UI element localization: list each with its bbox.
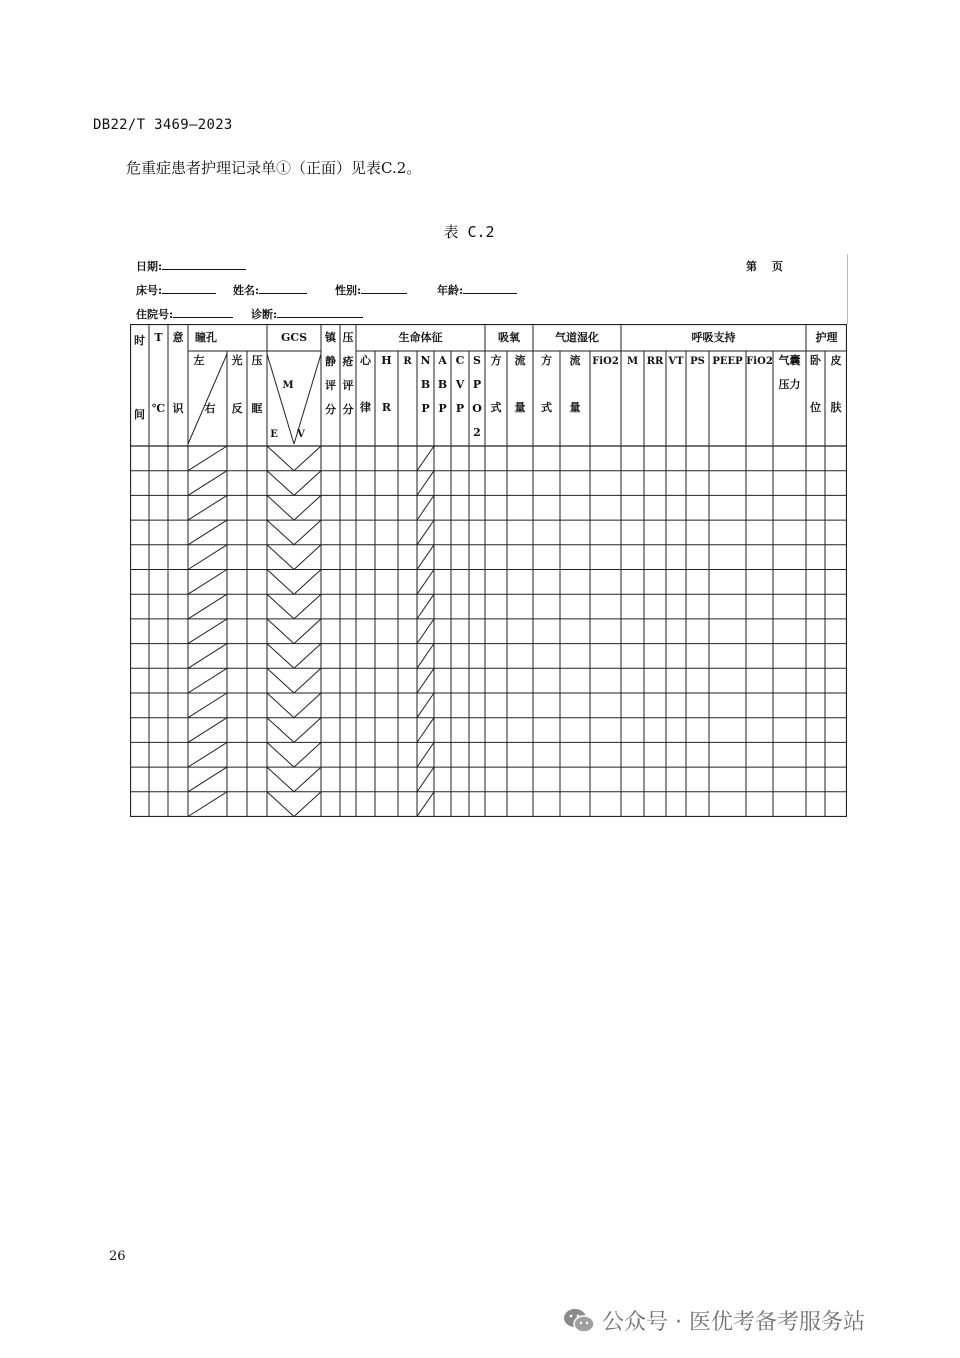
col-header-humid-flow: 流 bbox=[569, 354, 581, 367]
watermark bbox=[562, 1305, 865, 1336]
group-header-1: GCS bbox=[280, 331, 308, 344]
col-header-sedation-score: 分 bbox=[325, 403, 336, 416]
pupil-row-diagonal bbox=[188, 619, 227, 644]
col-header-hr: H bbox=[381, 354, 392, 367]
col-header-cuff-pressure: 气囊 bbox=[778, 354, 801, 367]
gcs-row-diagonal bbox=[294, 545, 321, 570]
col-header-resp: R bbox=[403, 356, 412, 367]
admission-blank bbox=[173, 306, 233, 318]
gcs-row-diagonal bbox=[294, 718, 321, 743]
col-header-hr: R bbox=[381, 401, 392, 414]
gcs-row-diagonal bbox=[294, 767, 321, 792]
pupil-row-diagonal bbox=[188, 668, 227, 693]
pupil-row-diagonal bbox=[188, 545, 227, 570]
col-header-pupil-left: 左 bbox=[193, 354, 205, 367]
date-field bbox=[136, 258, 246, 274]
group-header-5: 呼吸支持 bbox=[691, 331, 736, 344]
col-header-pressure-score: 疮 bbox=[342, 355, 354, 368]
col-header-abp: A bbox=[438, 354, 447, 367]
nbp-row-diagonal bbox=[417, 446, 434, 471]
col-header-vent-mode: M bbox=[626, 356, 639, 367]
gcs-row-diagonal bbox=[294, 570, 321, 595]
sex-label: 性别: bbox=[335, 284, 362, 297]
name-blank bbox=[259, 282, 307, 294]
gcs-row-diagonal bbox=[294, 792, 321, 817]
col-header-position: 卧 bbox=[810, 354, 821, 367]
col-header-spo2: O bbox=[472, 402, 482, 415]
col-header-humid-mode: 式 bbox=[541, 401, 552, 414]
col-header-o2-flow: 量 bbox=[514, 401, 526, 414]
nbp-row-diagonal bbox=[417, 767, 434, 792]
gcs-row-diagonal bbox=[294, 594, 321, 619]
pupil-row-diagonal bbox=[188, 718, 227, 743]
page-number: 26 bbox=[109, 1249, 126, 1264]
col-header-spo2: S bbox=[473, 354, 481, 367]
col-header-humid-fio2: FiO2 bbox=[592, 356, 619, 367]
age-label: 年龄: bbox=[437, 284, 464, 297]
pupil-row-diagonal bbox=[188, 644, 227, 669]
col-header-humid-mode: 方 bbox=[541, 354, 552, 367]
pupil-row-diagonal bbox=[188, 792, 227, 817]
nursing-record-table bbox=[130, 324, 847, 817]
col-header-abp: P bbox=[438, 402, 447, 415]
record-table-grid bbox=[130, 324, 847, 817]
col-header-heart-rhythm: 心 bbox=[360, 354, 371, 367]
diagnosis-field bbox=[251, 306, 363, 322]
gcs-row-diagonal bbox=[267, 767, 294, 792]
col-header-orbital: 眶 bbox=[251, 402, 263, 415]
col-header-gcs-e: E bbox=[270, 429, 278, 440]
pupil-row-diagonal bbox=[188, 520, 227, 545]
bed-field bbox=[136, 282, 216, 298]
pupil-row-diagonal bbox=[188, 742, 227, 767]
col-header-light-reflex: 光 bbox=[231, 354, 243, 367]
admission-field bbox=[136, 306, 233, 322]
gcs-row-diagonal bbox=[294, 520, 321, 545]
col-header-vent-ps: PS bbox=[690, 356, 705, 367]
gcs-row-diagonal bbox=[294, 495, 321, 520]
col-header-pressure-score: 评 bbox=[342, 379, 354, 392]
col-header-vent-rr: RR bbox=[646, 356, 664, 367]
gcs-row-diagonal bbox=[267, 668, 294, 693]
gcs-row-diagonal bbox=[267, 619, 294, 644]
gcs-row-diagonal bbox=[267, 594, 294, 619]
col-header-spo2: 2 bbox=[473, 426, 481, 439]
name-field bbox=[233, 282, 307, 298]
pupil-row-diagonal bbox=[188, 693, 227, 718]
sex-blank bbox=[361, 282, 407, 294]
col-header-gcs-m: M bbox=[282, 380, 294, 391]
col-header-light-reflex: 反 bbox=[231, 402, 243, 415]
col-header-position: 位 bbox=[810, 401, 821, 414]
col-header-cvp: P bbox=[455, 402, 465, 415]
pupil-header-diagonal bbox=[188, 354, 227, 444]
table-caption: 表 C.2 bbox=[443, 223, 495, 241]
col-header-nbp: N bbox=[420, 354, 431, 367]
group-header-4: 气道湿化 bbox=[555, 331, 599, 344]
gcs-row-diagonal bbox=[267, 495, 294, 520]
gcs-row-diagonal bbox=[267, 742, 294, 767]
col-header-o2-flow: 流 bbox=[514, 354, 526, 367]
nbp-row-diagonal bbox=[417, 644, 434, 669]
form-header bbox=[130, 254, 848, 324]
gcs-row-diagonal bbox=[267, 446, 294, 471]
col-header-abp: B bbox=[437, 378, 448, 391]
gcs-row-diagonal bbox=[294, 619, 321, 644]
nbp-row-diagonal bbox=[417, 742, 434, 767]
nbp-row-diagonal bbox=[417, 594, 434, 619]
col-header-cuff-pressure: 压力 bbox=[778, 378, 801, 391]
col-header-orbital: 压 bbox=[251, 354, 263, 367]
watermark-text: 公众号 · 医优考备考服务站 bbox=[602, 1310, 865, 1335]
nbp-row-diagonal bbox=[417, 495, 434, 520]
page-field: 第 页 bbox=[746, 260, 783, 273]
pupil-row-diagonal bbox=[188, 446, 227, 471]
col-header-temp: T bbox=[154, 331, 163, 344]
bed-label: 床号: bbox=[136, 284, 163, 297]
col-header-o2-mode: 式 bbox=[490, 401, 502, 414]
col-header-pressure-score: 分 bbox=[342, 403, 354, 416]
pupil-row-diagonal bbox=[188, 495, 227, 520]
group-header-2: 生命体征 bbox=[398, 331, 443, 344]
col-header-heart-rhythm: 律 bbox=[360, 401, 371, 414]
col-header-vent-vt: VT bbox=[668, 356, 684, 367]
gcs-row-diagonal bbox=[267, 471, 294, 496]
name-label: 姓名: bbox=[233, 284, 260, 297]
admission-label: 住院号: bbox=[136, 308, 174, 321]
col-header-humid-flow: 量 bbox=[569, 401, 581, 414]
col-header-time: 间 bbox=[134, 408, 145, 421]
col-header-pupil-right: 右 bbox=[204, 402, 216, 415]
col-header-consciousness: 识 bbox=[172, 402, 184, 415]
col-header-sedation-score: 镇 bbox=[325, 331, 336, 344]
nbp-row-diagonal bbox=[417, 471, 434, 496]
nbp-row-diagonal bbox=[417, 792, 434, 817]
standard-code: DB22/T 3469—2023 bbox=[93, 117, 233, 133]
intro-text: 危重症患者护理记录单①（正面）见表C.2。 bbox=[126, 159, 422, 177]
nbp-row-diagonal bbox=[417, 668, 434, 693]
nbp-row-diagonal bbox=[417, 693, 434, 718]
col-header-sedation-score: 评 bbox=[325, 379, 336, 392]
gcs-row-diagonal bbox=[267, 693, 294, 718]
nbp-row-diagonal bbox=[417, 619, 434, 644]
gcs-row-diagonal bbox=[267, 545, 294, 570]
sex-field bbox=[335, 282, 407, 298]
pupil-row-diagonal bbox=[188, 570, 227, 595]
bed-blank bbox=[162, 282, 216, 294]
col-header-vent-peep: PEEP bbox=[712, 356, 743, 367]
nbp-row-diagonal bbox=[417, 545, 434, 570]
nbp-row-diagonal bbox=[417, 520, 434, 545]
group-header-0: 瞳孔 bbox=[195, 331, 217, 344]
col-header-skin: 皮 bbox=[830, 354, 842, 367]
col-header-time: 时 bbox=[134, 334, 145, 347]
col-header-cvp: V bbox=[455, 378, 465, 391]
col-header-spo2: P bbox=[472, 378, 482, 391]
col-header-nbp: P bbox=[421, 402, 430, 415]
age-field bbox=[437, 282, 517, 298]
col-header-cvp: C bbox=[455, 354, 465, 367]
group-header-3: 吸氧 bbox=[498, 331, 520, 344]
col-header-pressure-score: 压 bbox=[342, 331, 354, 344]
col-header-vent-fio2: FiO2 bbox=[746, 356, 773, 367]
wechat-icon bbox=[562, 1307, 596, 1335]
col-header-nbp: B bbox=[420, 378, 431, 391]
gcs-row-diagonal bbox=[294, 668, 321, 693]
nbp-row-diagonal bbox=[417, 718, 434, 743]
gcs-row-diagonal bbox=[294, 644, 321, 669]
age-blank bbox=[463, 282, 517, 294]
col-header-gcs-v: V bbox=[297, 429, 305, 440]
pupil-row-diagonal bbox=[188, 767, 227, 792]
nbp-row-diagonal bbox=[417, 570, 434, 595]
gcs-row-diagonal bbox=[267, 718, 294, 743]
gcs-row-diagonal bbox=[267, 520, 294, 545]
col-header-consciousness: 意 bbox=[172, 331, 184, 344]
gcs-row-diagonal bbox=[294, 742, 321, 767]
gcs-row-diagonal bbox=[267, 570, 294, 595]
pupil-row-diagonal bbox=[188, 594, 227, 619]
date-blank bbox=[162, 258, 246, 270]
col-header-sedation-score: 静 bbox=[325, 355, 336, 368]
diagnosis-blank bbox=[277, 306, 363, 318]
gcs-row-diagonal bbox=[267, 644, 294, 669]
col-header-temp: ℃ bbox=[151, 402, 166, 415]
pupil-row-diagonal bbox=[188, 471, 227, 496]
gcs-row-diagonal bbox=[294, 446, 321, 471]
col-header-o2-mode: 方 bbox=[490, 354, 502, 367]
gcs-row-diagonal bbox=[267, 792, 294, 817]
date-label: 日期: bbox=[136, 260, 163, 273]
gcs-row-diagonal bbox=[294, 693, 321, 718]
col-header-skin: 肤 bbox=[830, 401, 842, 414]
diagnosis-label: 诊断: bbox=[251, 308, 278, 321]
gcs-row-diagonal bbox=[294, 471, 321, 496]
group-header-6: 护理 bbox=[815, 331, 838, 344]
